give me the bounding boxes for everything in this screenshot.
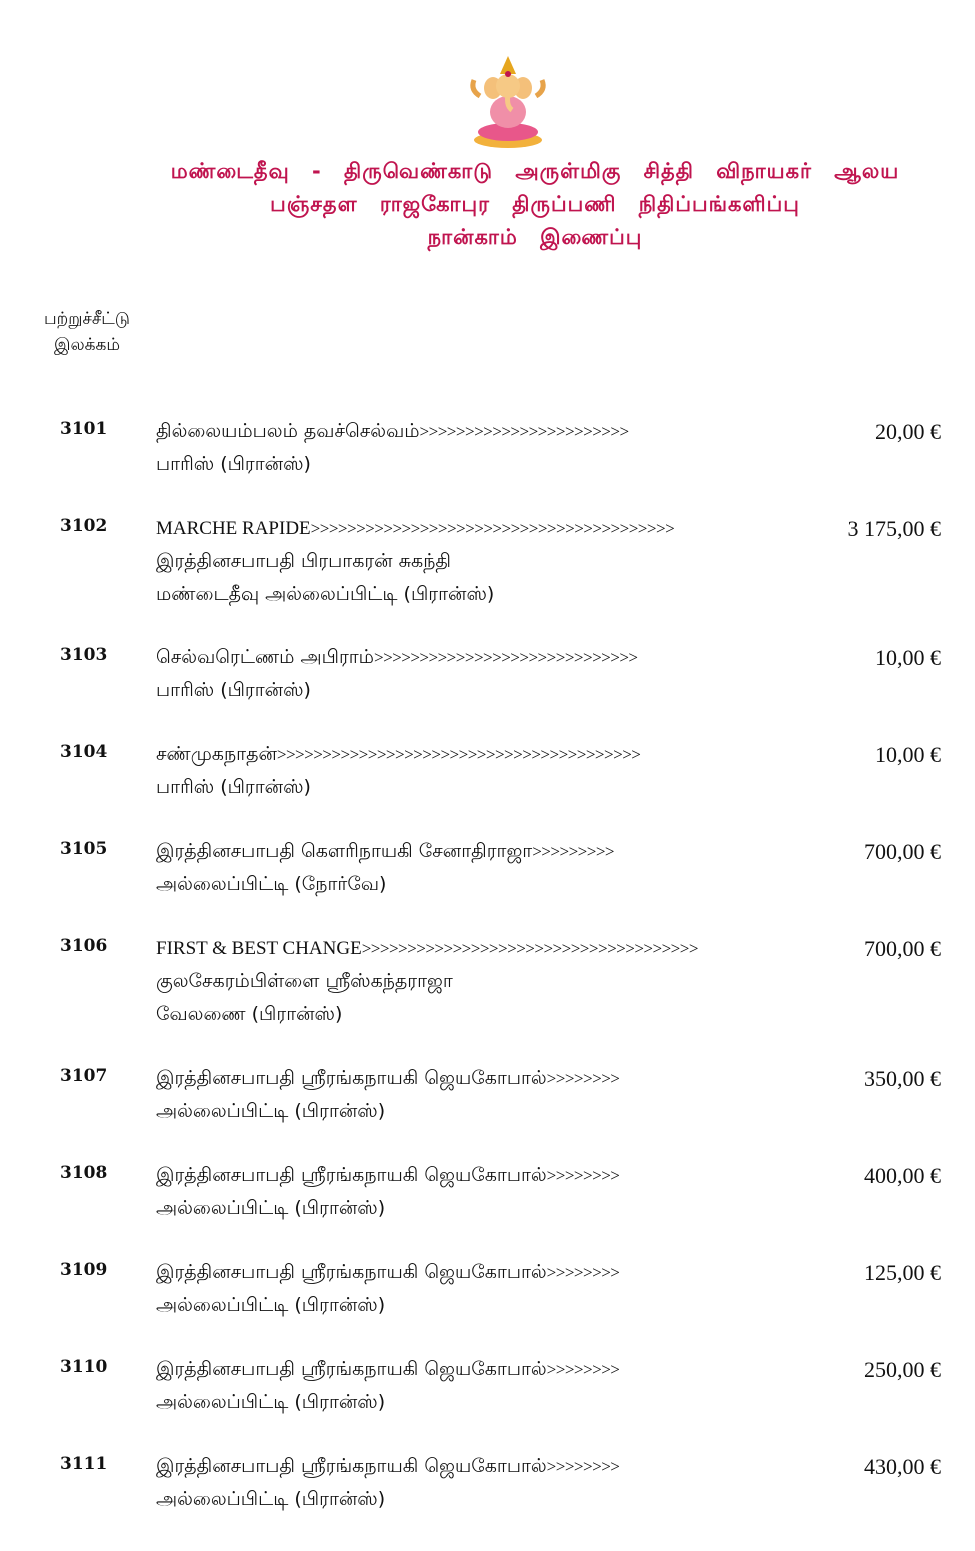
donation-amount: 250,00 € (864, 1357, 941, 1382)
donor-line-1 (156, 1450, 776, 1483)
receipt-number: 3105 (60, 839, 108, 859)
donor-details (156, 1159, 776, 1225)
leader-arrows: >>>>>>>>> (532, 842, 615, 861)
leader-arrows: >>>>>>>>>>>>>>>>>>>>>>>>>>>>> (373, 648, 638, 667)
donor-line-2: பாரிஸ் (பிரான்ஸ்) (156, 776, 311, 798)
donor-name: இரத்தினசபாபதி ஸ்ரீரங்கநாயகி ஜெயகோபால் (156, 1455, 547, 1477)
column-label-line-1: பற்றுச்சீட்டு (44, 309, 130, 329)
donation-amount: 10,00 € (875, 742, 941, 767)
donor-name: செல்வரெட்ணம் அபிராம் (156, 646, 374, 668)
leader-arrows: >>>>>>>> (546, 1457, 620, 1476)
donor-line-1 (156, 415, 776, 448)
donor-line-2: அல்லைப்பிட்டி (பிரான்ஸ்) (156, 1391, 386, 1413)
receipt-number: 3104 (60, 742, 108, 762)
donor-name: தில்லையம்பலம் தவச்செல்வம் (156, 420, 420, 442)
donor-line-1 (156, 1353, 776, 1386)
receipt-number: 3108 (60, 1163, 108, 1183)
donor-line-2: அல்லைப்பிட்டி (பிரான்ஸ்) (156, 1488, 386, 1510)
donor-line-1 (156, 835, 776, 868)
donor-details (156, 1450, 776, 1516)
donor-line-2: இரத்தினசபாபதி பிரபாகரன் சுகந்தி (156, 550, 451, 572)
receipt-number: 3111 (60, 1454, 108, 1474)
leader-arrows: >>>>>>>> (546, 1166, 620, 1185)
header-line-3: நான்காம் இணைப்பு (427, 225, 643, 249)
donor-line-2: அல்லைப்பிட்டி (நோர்வே) (156, 873, 387, 895)
receipt-number: 3102 (60, 516, 108, 536)
donor-name: இரத்தினசபாபதி ஸ்ரீரங்கநாயகி ஜெயகோபால் (156, 1261, 547, 1283)
leader-arrows: >>>>>>>>>>>>>>>>>>>>>>> (419, 422, 629, 441)
leader-arrows: >>>>>>>> (546, 1263, 620, 1282)
receipt-number: 3103 (60, 645, 108, 665)
donation-amount: 430,00 € (864, 1454, 941, 1479)
donor-line-3: மண்டைதீவு அல்லைப்பிட்டி (பிரான்ஸ்) (156, 583, 495, 605)
donor-name: இரத்தினசபாபதி ஸ்ரீரங்கநாயகி ஜெயகோபால் (156, 1164, 547, 1186)
donor-name: இரத்தினசபாபதி ஸ்ரீரங்கநாயகி ஜெயகோபால் (156, 1358, 547, 1380)
donor-details (156, 1256, 776, 1322)
donor-name: சண்முகநாதன் (156, 743, 277, 765)
donor-line-1 (156, 932, 776, 965)
donor-details (156, 641, 776, 707)
donor-line-1 (156, 738, 776, 771)
donor-details (156, 415, 776, 481)
receipt-number: 3101 (60, 419, 108, 439)
donor-details (156, 1353, 776, 1419)
donor-details (156, 835, 776, 901)
donor-line-1 (156, 1062, 776, 1095)
donor-details (156, 1062, 776, 1128)
leader-arrows: >>>>>>>> (546, 1069, 620, 1088)
receipt-number: 3106 (60, 936, 108, 956)
donation-amount: 125,00 € (864, 1260, 941, 1285)
donor-details (156, 512, 776, 611)
header-line-2: பஞ்சதள ராஜகோபுர திருப்பணி நிதிப்பங்களிப்பு (270, 192, 800, 216)
donation-amount: 400,00 € (864, 1163, 941, 1188)
ganesha-deity-image (460, 50, 556, 150)
donor-line-2: அல்லைப்பிட்டி (பிரான்ஸ்) (156, 1100, 386, 1122)
leader-arrows: >>>>>>>>>>>>>>>>>>>>>>>>>>>>>>>>>>>>>>>> (276, 745, 641, 764)
leader-arrows: >>>>>>>>>>>>>>>>>>>>>>>>>>>>>>>>>>>>>>>> (310, 519, 675, 538)
donation-amount: 700,00 € (864, 936, 941, 961)
donation-amount: 700,00 € (864, 839, 941, 864)
donor-line-2: பாரிஸ் (பிரான்ஸ்) (156, 679, 311, 701)
donor-line-1 (156, 1159, 776, 1192)
donor-name: இரத்தினசபாபதி ஸ்ரீரங்கநாயகி ஜெயகோபால் (156, 1067, 547, 1089)
donation-amount: 10,00 € (875, 645, 941, 670)
donor-line-1 (156, 512, 776, 545)
donor-details (156, 738, 776, 804)
donor-line-1 (156, 641, 776, 674)
leader-arrows: >>>>>>>>>>>>>>>>>>>>>>>>>>>>>>>>>>>>> (361, 939, 698, 958)
donor-line-1 (156, 1256, 776, 1289)
donor-details (156, 932, 776, 1031)
donor-name: FIRST & BEST CHANGE (156, 938, 362, 959)
donor-line-3: வேலணை (பிரான்ஸ்) (156, 1003, 343, 1025)
header-line-1: மண்டைதீவு - திருவெண்காடு அருள்மிகு சித்தி விநாயகர் ஆலய (170, 159, 900, 183)
donation-amount: 350,00 € (864, 1066, 941, 1091)
column-label-line-2: இலக்கம் (53, 335, 121, 355)
donor-line-2: அல்லைப்பிட்டி (பிரான்ஸ்) (156, 1294, 386, 1316)
leader-arrows: >>>>>>>> (546, 1360, 620, 1379)
donor-name: MARCHE RAPIDE (156, 518, 311, 539)
donor-line-2: பாரிஸ் (பிரான்ஸ்) (156, 453, 311, 475)
receipt-number: 3109 (60, 1260, 108, 1280)
donation-amount: 3 175,00 € (847, 516, 941, 541)
receipt-number: 3107 (60, 1066, 108, 1086)
receipt-number-column-label (22, 306, 152, 358)
donor-name: இரத்தினசபாபதி கெளரிநாயகி சேனாதிராஜா (156, 840, 533, 862)
donor-line-2: குலசேகரம்பிள்ளை ஸ்ரீஸ்கந்தராஜா (156, 970, 453, 992)
document-header (120, 155, 950, 254)
donation-amount: 20,00 € (875, 419, 941, 444)
donor-line-2: அல்லைப்பிட்டி (பிரான்ஸ்) (156, 1197, 386, 1219)
receipt-number: 3110 (60, 1357, 108, 1377)
